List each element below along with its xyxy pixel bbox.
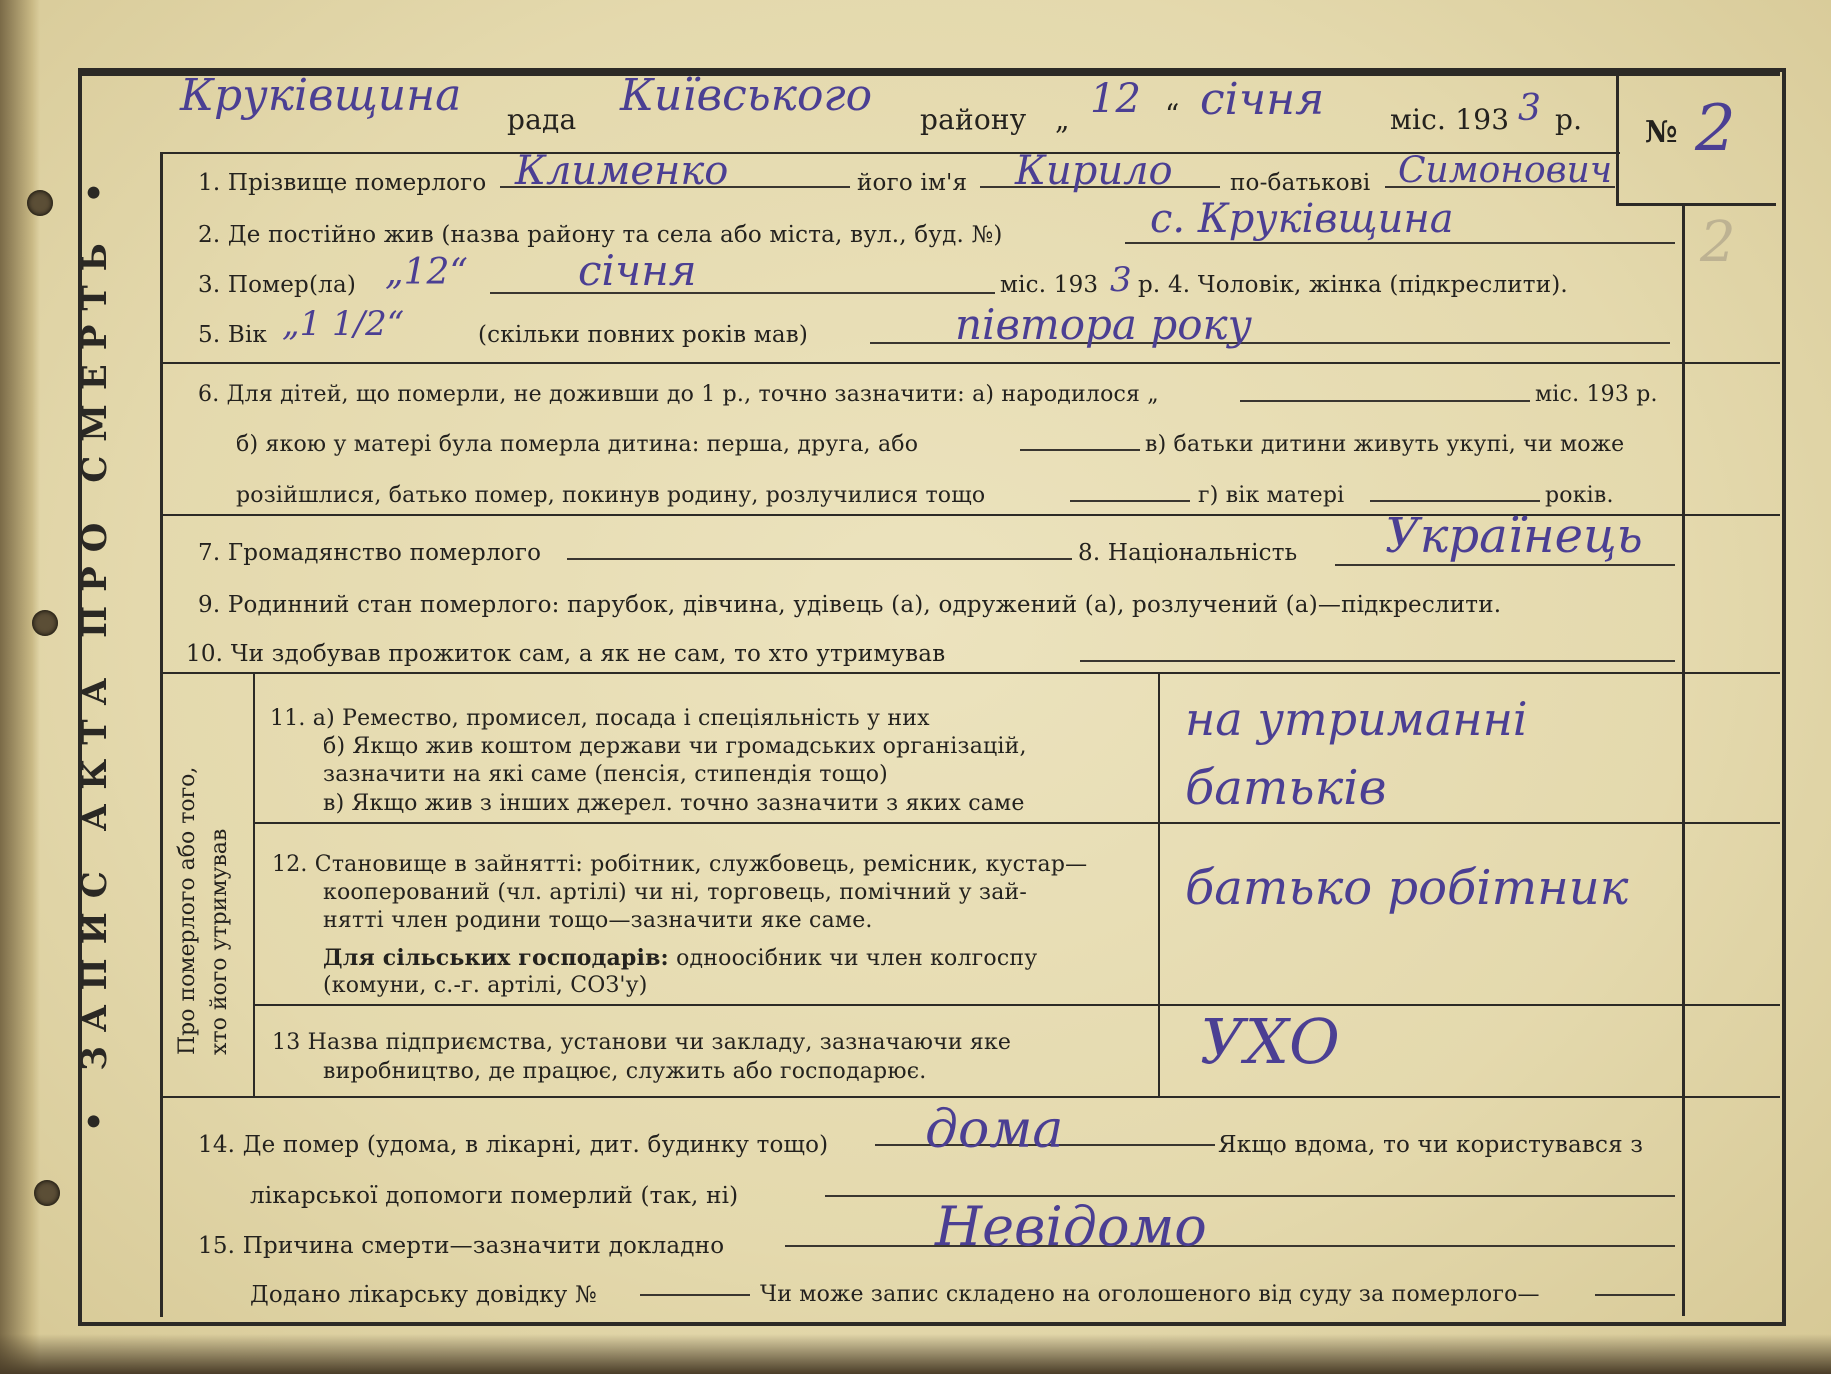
- fill-line: [1125, 242, 1675, 244]
- row11-answer-handwritten: на утриманні: [1185, 692, 1528, 746]
- month-handwritten: січня: [1200, 74, 1325, 125]
- row1-patronymic-label: по-батькові: [1230, 170, 1371, 196]
- row6c-label: розійшлися, батько помер, покинув родину, розлучилися тощо: [236, 483, 986, 508]
- row6b-end: в) батьки дитини живуть укупі, чи може: [1145, 432, 1625, 457]
- row15-cause-handwritten: Невідомо: [935, 1195, 1207, 1258]
- row14-home-question: Якщо вдома, то чи користувався з: [1218, 1132, 1644, 1158]
- day-handwritten: 12: [1090, 76, 1141, 122]
- row13-answer-handwritten: УХО: [1200, 1005, 1340, 1078]
- group-column-divider: [253, 672, 255, 1096]
- row14-place-handwritten: дома: [925, 1100, 1064, 1160]
- nationality-handwritten: Українець: [1385, 508, 1643, 564]
- death-record-form-page: • ЗАПИС АКТА ПРО СМЕРТЬ • Про померлого або того, хто його утримував Круківщина рада Київського району „ 12 “ січня міс. 193 3 р. № 2 2 1. Прізвище померлого Клименко його ім'я Кирило по-батькові Симонович 2. Де постійно жив (назва району та села або міста, вул., буд. №) с. Круківщина 3. Помер(ла) „12“ січня міс. 193 3 р. 4. Чоловік, жінка (підкреслити). 5. Вік „1 1/2“ (скільки повних років мав) півтора року 6. Для дітей, що померли, не доживши до 1 р., точно зазначити: а) народилося „ міс. 193 р. б) якою у матері була померла дитина: перша, друга, або в) батьки дитини живуть укупі, чи може розійшлися, батько помер, покинув родину, розлучилися тощо г) вік матері років. 7. Громадянство померлого 8. Національність Українець 9. Родинний стан померлого: парубок, дівчина, удівець (а), одружений (а), розлучений (а)—підкреслити. 10. Чи здобував прожиток сам, а як не сам, то хто утримував 11. а) Ремество, промисел, посада і спеціяльність у них б) Якщо жив коштом держави чи громадських організацій, зазначити на які саме (пенсія, стипендія тощо) в) Якщо жив з інших джерел. точно зазначити з яких саме на утриманні батьків 12. Становище в зайнятті: робітник, службовець, ремісник, кустар— кооперований (чл. артілі) чи ні, торговець, помічний у зай- нятті член родини тощо—зазначити яке саме. Для сільських господарів: одноосібник чи член колгоспу (комуни, с.-г. артілі, СОЗ'у) батько робітник 13 Назва підприємства, установи чи закладу, зазначаючи яке виробництво, де працює, служить або господарює. УХО 14. Де помер (удома, в лікарні, дит. будинку тощо) дома Якщо вдома, то чи користувався з лікарської допомоги померлий (так, ні) 15. Причина смерти—зазначити докладно Невідомо Додано лікарську довідку № Чи може запис складено на оголошеного від суду за померлого—: [0, 0, 1831, 1374]
- margin-number-handwritten: 2: [1700, 210, 1736, 275]
- fill-line: [1070, 500, 1190, 502]
- row12-line1: 12. Становище в зайнятті: робітник, службовець, ремісник, кустар—: [272, 852, 1088, 877]
- death-month-handwritten: січня: [578, 246, 697, 295]
- residence-handwritten: с. Круківщина: [1150, 196, 1454, 242]
- death-day-handwritten: „12“: [385, 252, 468, 293]
- fill-line: [1240, 400, 1530, 402]
- section-divider: [160, 672, 1780, 674]
- row14-medical-help-label: лікарської допомоги померлий (так, ні): [250, 1183, 739, 1209]
- inner-right-border: [1682, 204, 1685, 1316]
- fill-line: [1370, 500, 1540, 502]
- row14-place-label: 14. Де помер (удома, в лікарні, дит. будинку тощо): [198, 1132, 829, 1158]
- record-number-label: №: [1645, 115, 1678, 150]
- row-divider: [253, 822, 1780, 824]
- row3-death-label: 3. Помер(ла): [198, 272, 357, 298]
- fill-line: [1595, 1294, 1675, 1296]
- patronymic-handwritten: Симонович: [1398, 150, 1613, 191]
- row6c-mid: г) вік матері: [1198, 483, 1345, 508]
- group-label: Про померлого або того, хто його утримував: [175, 766, 232, 1055]
- row11-a: 11. а) Ремество, промисел, посада і спеціяльність у них: [270, 706, 930, 731]
- row11-b: б) Якщо жив коштом держави чи громадських організацій,: [323, 734, 1027, 759]
- row5-age-label: 5. Вік: [198, 322, 268, 348]
- row12-line5: (комуни, с.-г. артілі, СОЗ'у): [323, 973, 648, 998]
- row-divider: [253, 1004, 1780, 1006]
- row12-answer-handwritten: батько робітник: [1185, 860, 1629, 916]
- row3-year-label: міс. 193: [1000, 272, 1099, 298]
- binding-hole: [27, 190, 53, 216]
- age-handwritten: „1 1/2“: [282, 304, 405, 344]
- record-number-handwritten: 2: [1695, 92, 1736, 166]
- year-handwritten: 3: [1518, 88, 1541, 129]
- death-year-handwritten: 3: [1110, 260, 1132, 300]
- district-handwritten: Київського: [620, 70, 873, 121]
- row2-residence-label: 2. Де постійно жив (назва району та села або міста, вул., буд. №): [198, 222, 1003, 248]
- row12-line4: Для сільських господарів: одноосібник чи член колгоспу: [323, 945, 1038, 971]
- district-label: району: [920, 103, 1027, 136]
- row6b-label: б) якою у матері була померла дитина: перша, друга, або: [236, 432, 919, 457]
- row11-b2: зазначити на які саме (пенсія, стипендія тощо): [323, 762, 888, 787]
- row13-line1: 13 Назва підприємства, установи чи закладу, зазначаючи яке: [272, 1030, 1012, 1055]
- fill-line: [1335, 564, 1675, 566]
- row12-line2: кооперований (чл. артілі) чи ні, торговець, помічний у зай-: [323, 880, 1028, 905]
- council-handwritten: Круківщина: [180, 70, 462, 121]
- quote-close: “: [1165, 98, 1180, 131]
- fill-line: [490, 292, 995, 294]
- number-box-left: [1616, 72, 1619, 204]
- quote-open: „: [1055, 103, 1070, 136]
- fill-line: [1080, 660, 1675, 662]
- row13-line2: виробництво, де працює, служить або господарює.: [323, 1059, 927, 1084]
- page-bottom-shadow: [0, 1334, 1831, 1374]
- fill-line: [640, 1294, 750, 1296]
- fill-line: [1020, 449, 1140, 451]
- rada-label: рада: [507, 103, 577, 136]
- section-divider: [160, 362, 1780, 364]
- binding-hole: [34, 1180, 60, 1206]
- court-declaration-label: Чи може запис складено на оголошеного від суду за померлого—: [760, 1282, 1540, 1307]
- age-words-handwritten: півтора року: [955, 300, 1252, 349]
- row6a-label: 6. Для дітей, що померли, не доживши до 1 р., точно зазначити: а) народилося „: [198, 382, 1159, 407]
- year-suffix: р.: [1555, 103, 1583, 136]
- name-handwritten: Кирило: [1015, 148, 1173, 194]
- fill-line: [567, 558, 1072, 560]
- row12-line3: нятті член родини тощо—зазначити яке саме.: [323, 908, 873, 933]
- row9-marital-label: 9. Родинний стан померлого: парубок, дівчина, удівець (а), одружений (а), розлучений (а)—підкреслити.: [198, 592, 1502, 618]
- row6c-end: років.: [1545, 483, 1614, 508]
- row5-age-note: (скільки повних років мав): [478, 322, 809, 348]
- answer-column-divider: [1158, 672, 1160, 1096]
- year-label: міс. 193: [1390, 103, 1510, 136]
- row7-citizenship-label: 7. Громадянство померлого: [198, 540, 542, 566]
- fill-line: [785, 1245, 1675, 1247]
- inner-left-border: [160, 152, 163, 1317]
- medical-certificate-label: Додано лікарську довідку №: [250, 1282, 597, 1308]
- row15-cause-label: 15. Причина смерти—зазначити докладно: [198, 1233, 725, 1259]
- row10-income-label: 10. Чи здобував прожиток сам, а як не сам, то хто утримував: [186, 641, 946, 667]
- row8-nationality-label: 8. Національність: [1078, 540, 1298, 566]
- binding-hole: [32, 610, 58, 636]
- surname-handwritten: Клименко: [515, 148, 729, 194]
- row1-surname-label: 1. Прізвище померлого: [198, 170, 487, 196]
- number-box-bottom: [1616, 203, 1776, 206]
- row4-sex-label: р. 4. Чоловік, жінка (підкреслити).: [1138, 272, 1568, 298]
- row1-name-label: його ім'я: [857, 170, 968, 196]
- section-divider: [160, 1096, 1780, 1098]
- row6a-end: міс. 193 р.: [1535, 382, 1658, 407]
- row11-c: в) Якщо жив з інших джерел. точно зазначити з яких саме: [323, 791, 1025, 816]
- row11-answer2-handwritten: батьків: [1185, 760, 1387, 816]
